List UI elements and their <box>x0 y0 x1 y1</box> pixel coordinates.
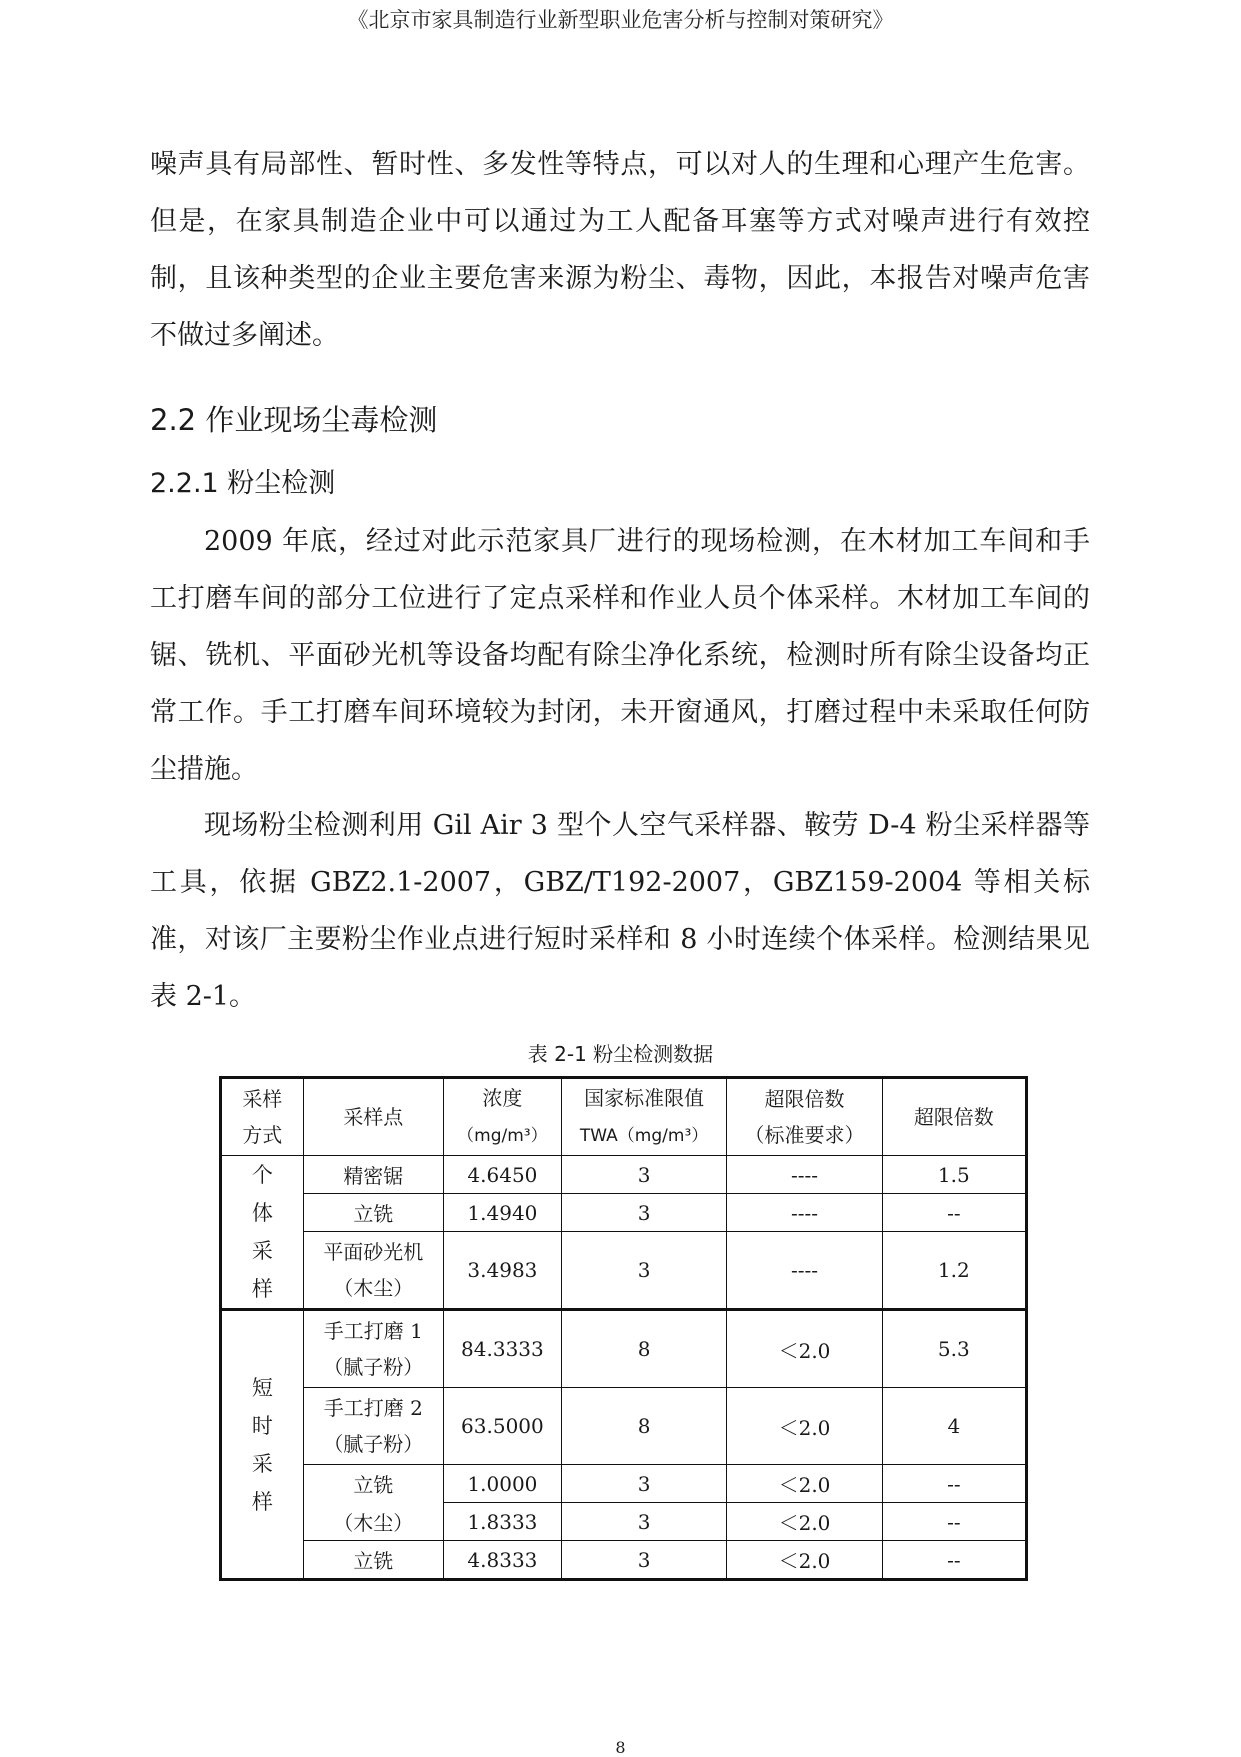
section-heading: 2.2 作业现场尘毒检测 <box>150 403 438 437</box>
cell-limit: 3 <box>561 1541 727 1580</box>
paragraph-noise: 噪声具有局部性、暂时性、多发性等特点，可以对人的生理和心理产生危害。但是，在家具制造企业中可以通过为工人配备耳塞等方式对噪声进行有效控制，且该种类型的企业主要危害来源为粉尘、毒物，因此，本报告对噪声危害不做过多阐述。 <box>150 149 1090 351</box>
header-limit-line1: 国家标准限值 <box>584 1086 705 1110</box>
cell-limit: 8 <box>561 1388 727 1465</box>
paragraph-sampling: 2009 年底，经过对此示范家具厂进行的现场检测，在木材加工车间和手工打磨车间的部分工位进行了定点采样和作业人员个体采样。木材加工车间的锯、铣机、平面砂光机等设备均配有除尘净化系统，检测时所有除尘设备均正常工作。手工打磨车间环境较为封闭，未开窗通风，打磨过程中未采取任何防尘措施。 <box>150 526 1090 785</box>
header-req-line1: 超限倍数 <box>764 1087 845 1111</box>
header-requirement <box>727 1078 882 1156</box>
group-short-label: 短时采样 <box>251 1375 273 1514</box>
header-conc-line1: 浓度 <box>482 1086 523 1110</box>
table-row <box>221 1541 1027 1580</box>
cell-req: ＜2.0 <box>727 1310 882 1388</box>
cell-limit: 8 <box>561 1310 727 1388</box>
header-conc-line2: （mg/m³） <box>457 1126 548 1146</box>
cell-req: ＜2.0 <box>727 1388 882 1465</box>
page-number: 8 <box>615 1738 626 1757</box>
header-concentration <box>444 1078 562 1156</box>
cell-limit: 3 <box>561 1503 727 1541</box>
cell-limit: 3 <box>561 1465 727 1503</box>
cell-req: ---- <box>727 1156 882 1194</box>
cell-point <box>303 1232 443 1310</box>
table-header-row <box>221 1078 1027 1156</box>
cell-conc: 1.4940 <box>444 1194 562 1232</box>
paragraph-method: 现场粉尘检测利用 Gil Air 3 型个人空气采样器、鞍劳 D-4 粉尘采样器等工具，依据 GBZ2.1-2007，GBZ/T192-2007，GBZ159-2004 等相关标准，对该厂主要粉尘作业点进行短时采样和 8 小时连续个体采样。检测结果见表 2-1。 <box>150 810 1090 1012</box>
header-method-line2: 方式 <box>242 1123 283 1147</box>
group-individual-label: 个体采样 <box>251 1163 273 1301</box>
cell-point-line1: 平面砂光机 <box>323 1240 424 1264</box>
table-row <box>221 1156 1027 1194</box>
cell-exceed: -- <box>882 1541 1026 1580</box>
cell-point: 立铣 <box>303 1541 443 1580</box>
cell-point: 精密锯 <box>303 1156 443 1194</box>
cell-conc: 4.8333 <box>444 1541 562 1580</box>
header-exceed: 超限倍数 <box>882 1078 1026 1156</box>
table-row <box>221 1465 1027 1503</box>
cell-req: ＜2.0 <box>727 1465 882 1503</box>
cell-exceed: -- <box>882 1465 1026 1503</box>
cell-conc: 1.0000 <box>444 1465 562 1503</box>
table-row <box>221 1310 1027 1388</box>
cell-exceed: 1.5 <box>882 1156 1026 1194</box>
cell-exceed: 1.2 <box>882 1232 1026 1310</box>
table-row <box>221 1503 1027 1541</box>
table-row <box>221 1232 1027 1310</box>
header-method <box>221 1078 304 1156</box>
cell-limit: 3 <box>561 1232 727 1310</box>
cell-exceed: -- <box>882 1503 1026 1541</box>
group-individual <box>221 1156 304 1310</box>
cell-limit: 3 <box>561 1194 727 1232</box>
page-header: 《北京市家具制造行业新型职业危害分析与控制对策研究》 <box>347 8 894 32</box>
cell-req: ＜2.0 <box>727 1503 882 1541</box>
header-method-line1: 采样 <box>242 1087 283 1111</box>
table-caption: 表 2-1 粉尘检测数据 <box>527 1042 714 1066</box>
cell-point: （木尘） <box>303 1503 443 1541</box>
cell-exceed: 5.3 <box>882 1310 1026 1388</box>
header-req-line2: （标准要求） <box>744 1123 865 1147</box>
table-row <box>221 1388 1027 1465</box>
cell-point: 立铣 <box>303 1465 443 1503</box>
cell-exceed: 4 <box>882 1388 1026 1465</box>
cell-point-line1: 手工打磨 1 <box>323 1319 423 1343</box>
group-short <box>221 1310 304 1580</box>
cell-req: ---- <box>727 1232 882 1310</box>
cell-point-line2: （腻子粉） <box>323 1355 424 1379</box>
header-point: 采样点 <box>303 1078 443 1156</box>
cell-req: ＜2.0 <box>727 1541 882 1580</box>
cell-conc: 4.6450 <box>444 1156 562 1194</box>
header-limit-line2: TWA（mg/m³） <box>579 1126 709 1146</box>
cell-point <box>303 1310 443 1388</box>
cell-point: 立铣 <box>303 1194 443 1232</box>
cell-conc: 3.4983 <box>444 1232 562 1310</box>
subsection-heading: 2.2.1 粉尘检测 <box>150 468 336 499</box>
cell-point <box>303 1388 443 1465</box>
cell-conc: 84.3333 <box>444 1310 562 1388</box>
cell-limit: 3 <box>561 1156 727 1194</box>
cell-point-line2: （木尘） <box>333 1276 414 1300</box>
cell-conc: 63.5000 <box>444 1388 562 1465</box>
cell-req: ---- <box>727 1194 882 1232</box>
cell-point-line1: 手工打磨 2 <box>323 1396 423 1420</box>
cell-conc: 1.8333 <box>444 1503 562 1541</box>
cell-exceed: -- <box>882 1194 1026 1232</box>
table-row <box>221 1194 1027 1232</box>
dust-data-table <box>219 1076 1028 1581</box>
cell-point-line2: （腻子粉） <box>323 1432 424 1456</box>
header-limit <box>561 1078 727 1156</box>
